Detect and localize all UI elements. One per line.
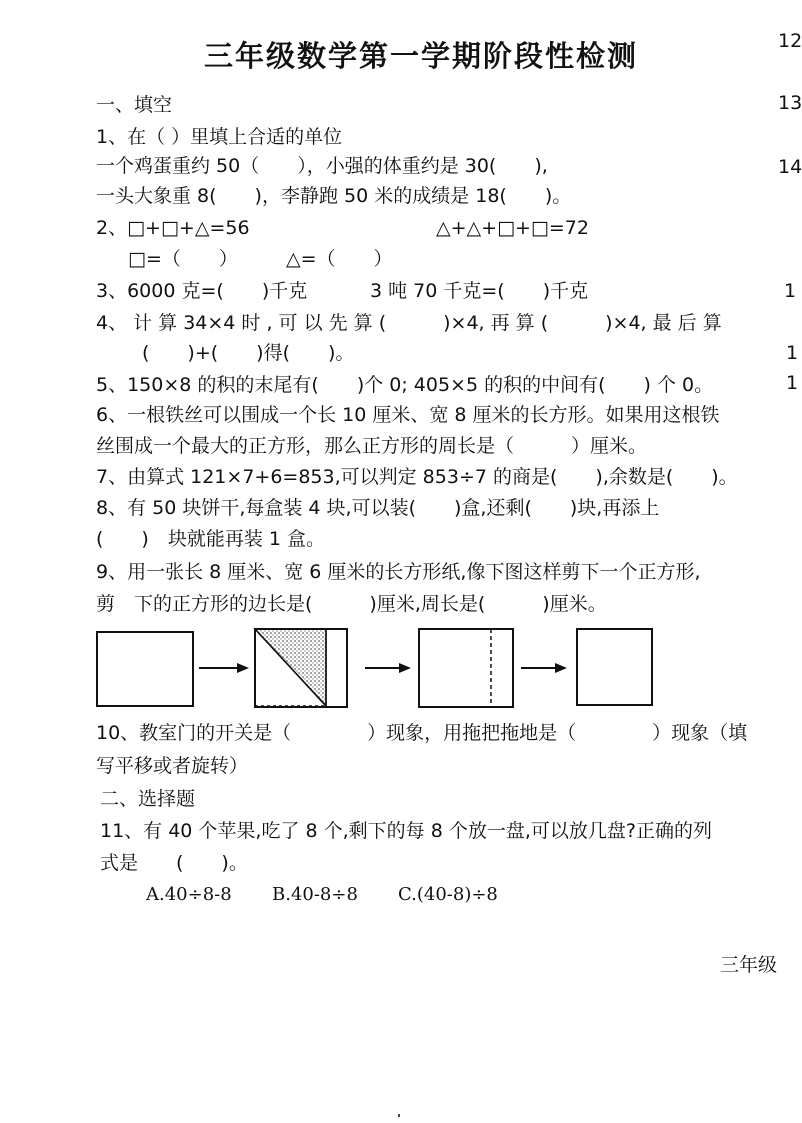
margin-mark: 12 xyxy=(778,30,802,52)
q9-cut-diagram xyxy=(418,628,514,708)
question-5: 5、150×8 的积的末尾有( )个 0; 405×5 的积的中间有( ) 个 0。 xyxy=(96,374,714,396)
page-title: 三年级数学第一学期阶段性检测 xyxy=(204,39,639,73)
margin-mark: 1 xyxy=(786,372,799,394)
question-8-line-2: ( ) 块就能再装 1 盒。 xyxy=(96,528,325,550)
q9-fold-diagram xyxy=(254,628,348,708)
question-2-equation-1: 2、□+□+△=56 xyxy=(96,217,250,239)
arrow-icon xyxy=(365,661,411,675)
option-a: A.40÷8-8 xyxy=(146,884,232,905)
question-10-line-2: 写平移或者旋转） xyxy=(96,755,249,777)
q9-square xyxy=(576,628,653,706)
margin-mark: 1 xyxy=(786,342,799,364)
arrow-icon xyxy=(199,661,249,675)
question-6-line-2: 丝围成一个最大的正方形，那么正方形的周长是（ ）厘米。 xyxy=(96,435,648,457)
question-11: 11、有 40 个苹果,吃了 8 个,剩下的每 8 个放一盘,可以放几盘?正确的列 xyxy=(100,820,712,842)
scan-speck xyxy=(398,1114,400,1117)
question-6: 6、一根铁丝可以围成一个长 10 厘米、宽 8 厘米的长方形。如果用这根铁 xyxy=(96,404,720,426)
question-3-part-2: 3 吨 70 千克=( )千克 xyxy=(370,280,589,302)
section-heading-choice: 二、选择题 xyxy=(100,788,196,810)
question-9: 9、用一张长 8 厘米、宽 6 厘米的长方形纸,像下图这样剪下一个正方形, xyxy=(96,561,701,583)
section-heading-fill-blank: 一、填空 xyxy=(96,94,173,116)
question-9-line-2: 剪 下的正方形的边长是( )厘米,周长是( )厘米。 xyxy=(96,593,607,615)
margin-mark: 13 xyxy=(778,92,802,114)
arrow-icon xyxy=(521,661,567,675)
question-7: 7、由算式 121×7+6=853,可以判定 853÷7 的商是( ),余数是( )。 xyxy=(96,466,738,488)
question-1-line-1: 一个鸡蛋重约 50（ ），小强的体重约是 30( ), xyxy=(96,155,548,177)
margin-mark: 1 xyxy=(784,280,797,302)
question-2-square-answer: □=（ ） xyxy=(128,248,238,270)
question-4-line-2: ( )+( )得( )。 xyxy=(142,342,355,364)
grade-footer-label: 三年级 xyxy=(720,954,778,976)
question-3-part-1: 3、6000 克=( )千克 xyxy=(96,280,308,302)
question-8: 8、有 50 块饼干,每盒装 4 块,可以装( )盒,还剩( )块,再添上 xyxy=(96,497,660,519)
question-1: 1、在（ ）里填上合适的单位 xyxy=(96,126,343,148)
question-4: 4、 计 算 34×4 时 , 可 以 先 算 ( )×4, 再 算 ( )×4, 最 后 算 xyxy=(96,312,722,334)
question-1-line-2: 一头大象重 8( )，李静跑 50 米的成绩是 18( )。 xyxy=(96,185,572,207)
question-11-line-2: 式是 ( )。 xyxy=(100,852,248,874)
question-2-equation-2: △+△+□+□=72 xyxy=(436,217,589,239)
q9-rectangle xyxy=(96,631,194,707)
margin-mark: 14 xyxy=(778,156,802,178)
option-c: C.(40-8)÷8 xyxy=(398,884,498,905)
option-b: B.40-8÷8 xyxy=(272,884,358,905)
question-2-triangle-answer: △=（ ） xyxy=(286,248,393,270)
question-10: 10、教室门的开关是（ ）现象，用拖把拖地是（ ）现象（填 xyxy=(96,722,748,744)
